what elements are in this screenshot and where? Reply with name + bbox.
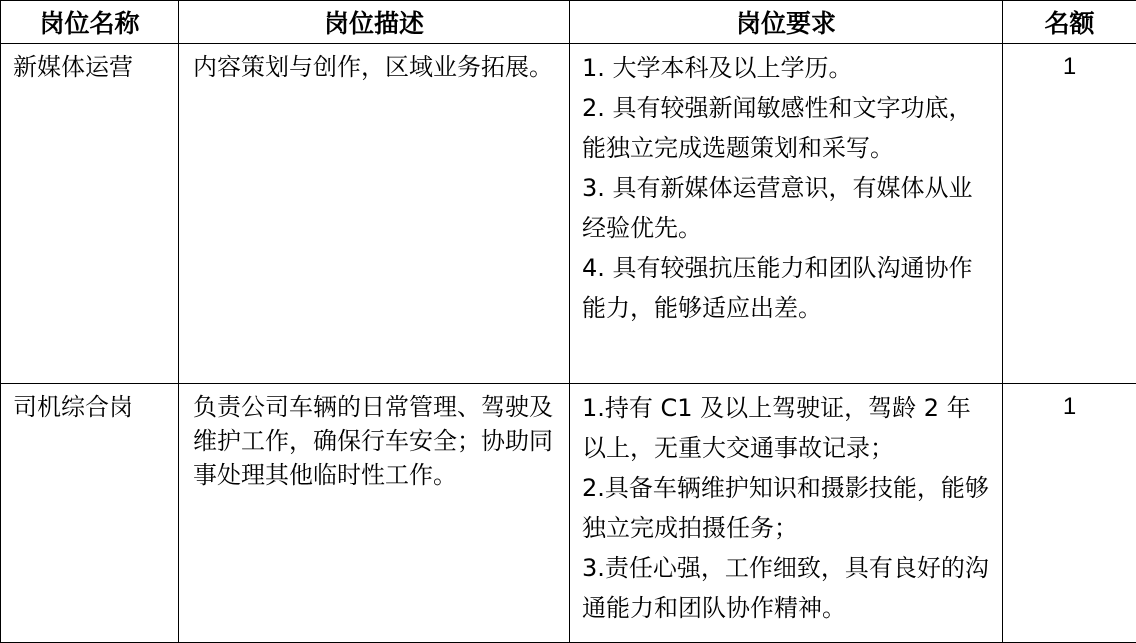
requirement-item: 2. 具有较强新闻敏感性和文字功底，能独立完成选题策划和采写。: [582, 88, 992, 168]
requirement-item: 2.具备车辆维护知识和摄影技能，能够独立完成拍摄任务；: [582, 468, 992, 548]
position-description-cell: 负责公司车辆的日常管理、驾驶及维护工作，确保行车安全；协助同事处理其他临时性工作。: [179, 384, 570, 643]
requirement-item: 3.责任心强，工作细致，具有良好的沟通能力和团队协作精神。: [582, 548, 992, 628]
table-header-row: [1, 1, 1136, 44]
position-name-cell: 司机综合岗: [1, 384, 179, 643]
header-position-name: 岗位名称: [1, 1, 179, 44]
position-description-cell: 内容策划与创作，区域业务拓展。: [179, 44, 570, 384]
position-requirements-cell: [570, 44, 1003, 384]
header-position-requirements: 岗位要求: [570, 1, 1003, 44]
header-position-description: 岗位描述: [179, 1, 570, 44]
requirement-item: 3. 具有新媒体运营意识，有媒体从业经验优先。: [582, 168, 992, 248]
position-requirements-cell: [570, 384, 1003, 643]
header-quota: 名额: [1003, 1, 1136, 44]
quota-cell: 1: [1003, 384, 1136, 643]
quota-cell: 1: [1003, 44, 1136, 384]
table-row: [1, 44, 1136, 384]
position-name-cell: 新媒体运营: [1, 44, 179, 384]
requirement-item: 1.持有 C1 及以上驾驶证，驾龄 2 年以上，无重大交通事故记录；: [582, 388, 992, 468]
table-row: [1, 384, 1136, 643]
requirement-item: 1. 大学本科及以上学历。: [582, 48, 992, 88]
requirement-item: 4. 具有较强抗压能力和团队沟通协作能力，能够适应出差。: [582, 248, 992, 328]
